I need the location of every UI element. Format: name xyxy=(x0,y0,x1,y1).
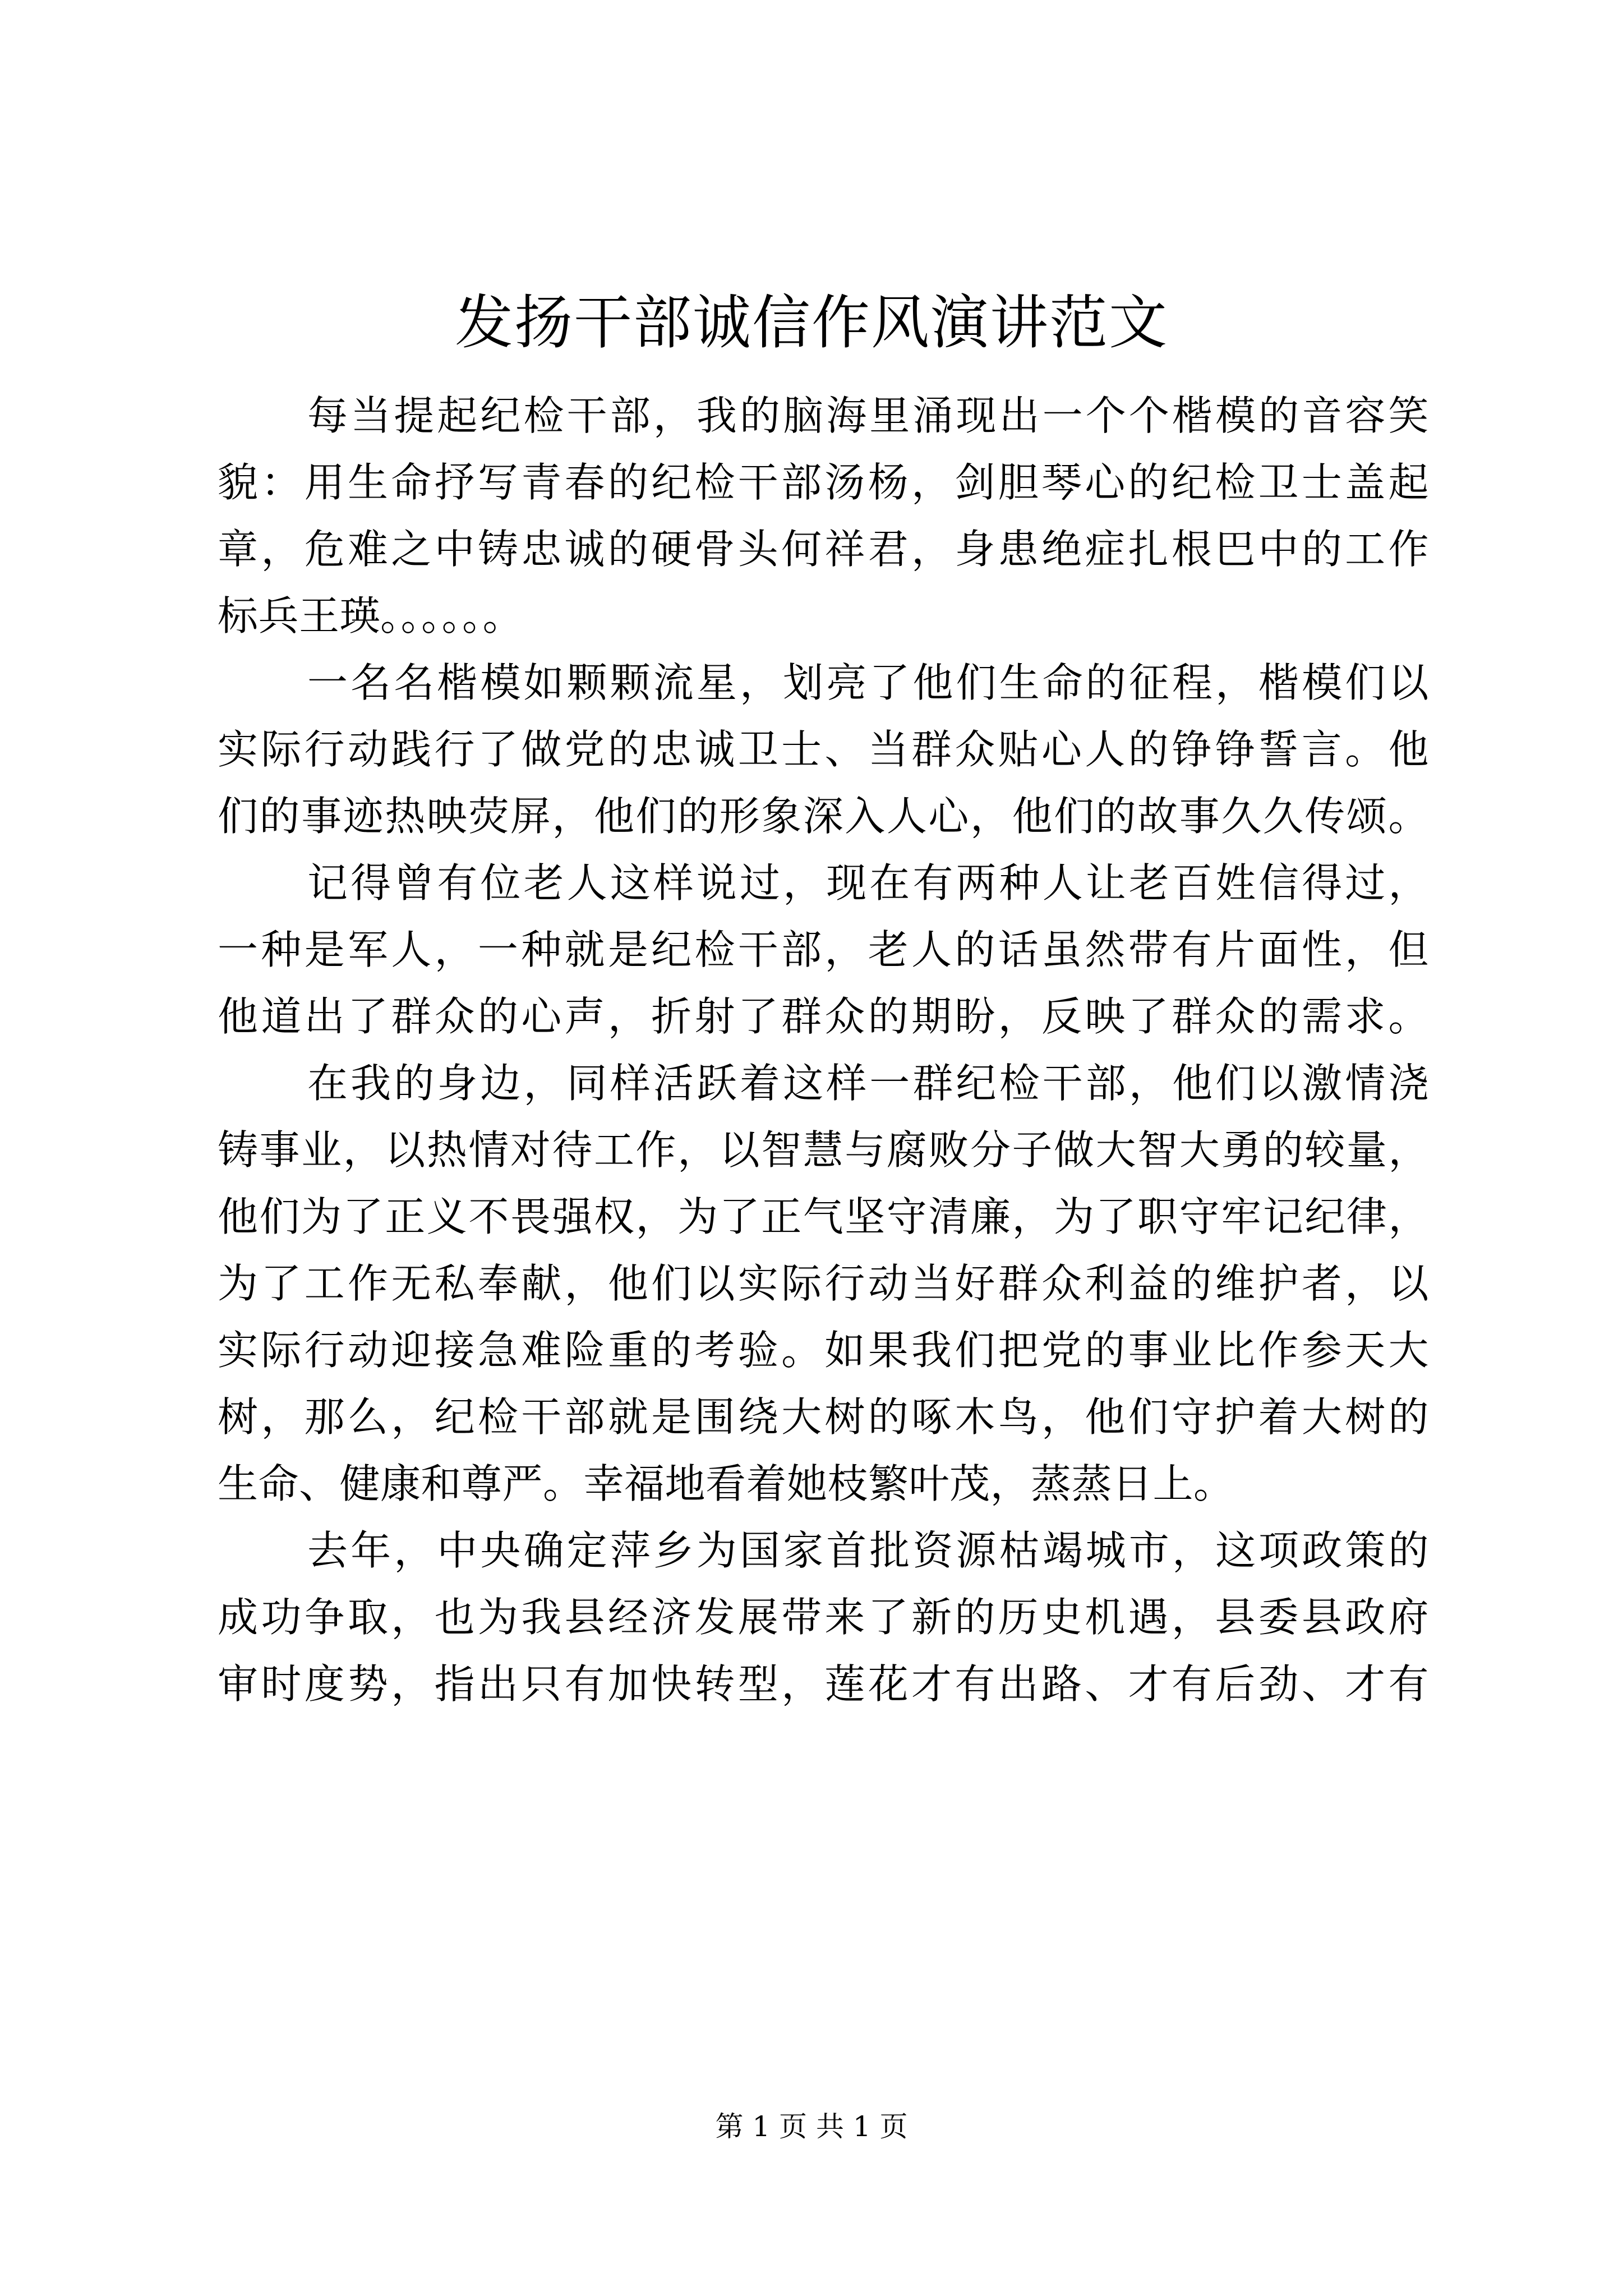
page-footer: 第 1 页 共 1 页 xyxy=(715,2110,908,2143)
text-line: 章，危难之中铸忠诚的硬骨头何祥君，身患绝症扎根巴中的工作 xyxy=(218,526,1429,573)
text-line: 每当提起纪检干部，我的脑海里涌现出一个个楷模的音容笑 xyxy=(307,392,1429,439)
text-line: 标兵王瑛。。。。。。 xyxy=(218,592,524,639)
text-line: 貌：用生命抒写青春的纪检干部汤杨，剑胆琴心的纪检卫士盖起 xyxy=(218,459,1429,506)
paragraph xyxy=(218,850,1429,1050)
text-line: 树，那么，纪检干部就是围绕大树的啄木鸟，他们守护着大树的 xyxy=(218,1393,1429,1441)
text-line: 他们为了正义不畏强权，为了正气坚守清廉，为了职守牢记纪律， xyxy=(218,1193,1429,1240)
text-line: 为了工作无私奉献，他们以实际行动当好群众利益的维护者，以 xyxy=(218,1260,1429,1307)
paragraph xyxy=(218,1050,1429,1517)
text-line: 审时度势，指出只有加快转型，莲花才有出路、才有后劲、才有 xyxy=(218,1660,1429,1708)
text-line: 铸事业，以热情对待工作，以智慧与腐败分子做大智大勇的较量， xyxy=(218,1126,1429,1174)
paragraph xyxy=(218,383,1429,650)
text-line: 成功争取，也为我县经济发展带来了新的历史机遇，县委县政府 xyxy=(218,1594,1429,1641)
text-line: 实际行动践行了做党的忠诚卫士、当群众贴心人的铮铮誓言。他 xyxy=(218,726,1429,773)
text-line: 去年，中央确定萍乡为国家首批资源枯竭城市，这项政策的 xyxy=(307,1527,1429,1574)
text-line: 记得曾有位老人这样说过，现在有两种人让老百姓信得过， xyxy=(307,859,1429,907)
paragraph xyxy=(218,1517,1429,1718)
text-line: 实际行动迎接急难险重的考验。如果我们把党的事业比作参天大 xyxy=(218,1327,1429,1374)
text-line: 他道出了群众的心声，折射了群众的期盼，反映了群众的需求。 xyxy=(218,993,1429,1040)
text-line: 一种是军人，一种就是纪检干部，老人的话虽然带有片面性，但 xyxy=(218,926,1429,973)
paragraph xyxy=(218,650,1429,850)
document-body xyxy=(218,383,1429,1718)
document-title: 发扬干部诚信作风演讲范文 xyxy=(454,288,1168,357)
text-line: 们的事迹热映荧屏，他们的形象深入人心，他们的故事久久传颂。 xyxy=(218,793,1429,840)
text-line: 生命、健康和尊严。幸福地看着她枝繁叶茂，蒸蒸日上。 xyxy=(218,1460,1234,1507)
text-line: 一名名楷模如颗颗流星，划亮了他们生命的征程，楷模们以 xyxy=(307,659,1429,706)
text-line: 在我的身边，同样活跃着这样一群纪检干部，他们以激情浇 xyxy=(307,1060,1429,1107)
